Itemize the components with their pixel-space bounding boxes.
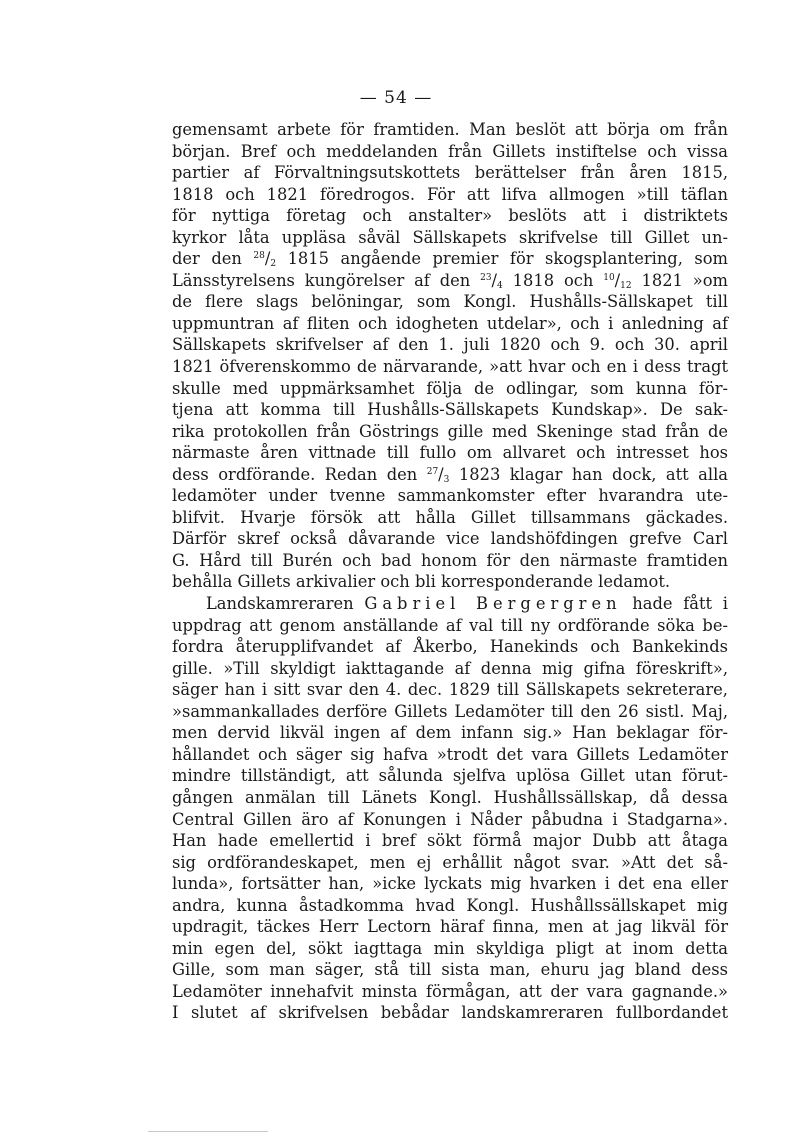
text-segment: 1815 angående premier för skogsplantering, som [276, 249, 728, 269]
text-line: lunda», fortsätter han, »icke lyckats mig hvarken i det ena eller [172, 874, 728, 894]
text-line: Gille, som man säger, stå till sista man, ehuru jag bland dess [172, 960, 728, 980]
text-segment: der den [172, 249, 254, 269]
date-fraction-month: 12 [620, 280, 632, 291]
text-line: skulle med uppmärksamhet följa de odlingar, som kunna för- [172, 378, 728, 398]
footer-rule [148, 1131, 268, 1132]
text-line: Han hade emellertid i bref sökt förmå major Dubb att åtaga [172, 831, 728, 851]
date-fraction-day: 23 [480, 272, 492, 283]
date-fraction-month: 2 [270, 259, 277, 270]
text-line: närmaste åren vittnade till fullo om allvaret och intresset hos [172, 443, 728, 463]
text-line: hållandet och säger sig hafva »trodt det vara Gillets Ledamöter [172, 744, 728, 764]
date-fraction-day: 10 [603, 272, 615, 283]
text-segment: 1823 klagar han dock, att alla [449, 464, 728, 484]
text-segment: Länsstyrelsens kungörelser af den [172, 270, 481, 290]
text-line: uppdrag att genom anställande af val till ny ordförande söka be- [172, 615, 728, 635]
text-line [172, 593, 728, 615]
page-number: — 54 — [359, 88, 433, 108]
text-line: G. Hård till Burén och bad honom för den närmaste framtiden [172, 550, 728, 570]
text-line: »sammankallades derföre Gillets Ledamöter till den 26 sistl. Maj, [172, 701, 728, 721]
text-line: 1821 öfverenskommo de närvarande, »att hvar och en i dess tragt [172, 357, 728, 377]
text-line: gille. »Till skyldigt iakttagande af denna mig gifna föreskrift», [172, 658, 728, 678]
text-line: 1818 och 1821 föredrogos. För att lifva allmogen »till täflan [172, 184, 728, 204]
text-segment: Landskamreraren [206, 594, 365, 614]
text-line: Länsstyrelsens kungörelser af den $^{23}/_4$ 1818 och $^{10}/_{12}$ 1821 »om [172, 270, 728, 291]
text-line: blifvit. Hvarje försök att hålla Gillet tillsammans gäckades. [172, 507, 728, 527]
date-fraction-day: 27 [426, 466, 439, 477]
text-line: gemensamt arbete för framtiden. Man beslöt att börja om från [172, 120, 728, 139]
text-line: mindre tillständigt, att sålunda sjelfva uplösa Gillet utan förut- [172, 766, 728, 786]
text-line: updragit, täckes Herr Lectorn häraf finna, men at jag likväl för [172, 917, 728, 937]
text-line: tjena att komma till Hushålls-Sällskapets Kundskap». De sak- [172, 400, 728, 420]
text-line: behålla Gillets arkivalier och bli korresponderande ledamot. [172, 572, 671, 592]
text-line: Ledamöter innehafvit minsta förmågan, att der vara gagnande.» [172, 981, 728, 1001]
date-fraction-day: 28 [253, 251, 265, 262]
text-line: början. Bref och meddelanden från Gillets instiftelse och vissa [172, 141, 728, 161]
text-line: andra, kunna åstadkomma hvad Kongl. Hushållssällskapet mig [172, 895, 728, 915]
text-line: Därför skref också dåvarande vice landshöfdingen grefve Carl [172, 529, 728, 549]
text-line: dess ordförande. Redan den $^{27}/_3$ 1823 klagar han dock, att alla [172, 464, 728, 485]
body-text [172, 119, 728, 1024]
text-line: I slutet af skrifvelsen bebådar landskamreraren fullbordandet [172, 1003, 728, 1023]
text-line: Central Gillen äro af Konungen i Nåder påbudna i Stadgarna». [172, 809, 728, 829]
text-line: fordra återupplifvandet af Åkerbo, Hanekinds och Bankekinds [172, 637, 728, 657]
date-fraction-month: 3 [443, 474, 450, 485]
text-line: Sällskapets skrifvelser af den 1. juli 1820 och 9. och 30. april [172, 335, 728, 355]
text-line: men dervid likväl ingen af dem infann sig.» Han beklagar för- [172, 723, 728, 743]
text-line: de flere slags belöningar, som Kongl. Hushålls-Sällskapet till [172, 292, 728, 312]
text-line: der den $^{28}/_2$ 1815 angående premier för skogsplantering, som [172, 249, 728, 270]
text-line: min egen del, sökt iagttaga min skyldiga pligt at inom detta [172, 938, 728, 958]
text-line: kyrkor låta uppläsa såväl Sällskapets skrifvelse till Gillet un- [172, 227, 728, 247]
date-fraction-month: 4 [497, 280, 503, 291]
text-segment: 1821 »om [631, 270, 728, 290]
text-line: partier af Förvaltningsutskottets berättelser från åren 1815, [172, 163, 728, 183]
text-line: rika protokollen från Göstrings gille med Skeninge stad från de [172, 421, 728, 441]
text-line: sig ordförandeskapet, men ej erhållit något svar. »Att det så- [172, 852, 728, 872]
text-line: säger han i sitt svar den 4. dec. 1829 till Sällskapets sekreterare, [172, 680, 728, 700]
text-segment: 1818 och [502, 270, 604, 290]
text-line: ledamöter under tvenne sammankomster efter hvarandra ute- [172, 486, 728, 506]
text-line: för nyttiga företag och anstalter» beslöts att i distriktets [172, 206, 728, 226]
text-segment: hade fått i [621, 594, 728, 614]
text-segment: dess ordförande. Redan den [172, 464, 427, 484]
text-line: gången anmälan till Länets Kongl. Hushållssällskap, då dessa [172, 787, 728, 807]
person-name: Gabriel Bergergren [364, 594, 622, 614]
text-line: uppmuntran af fliten och idogheten utdelar», och i anledning af [172, 313, 728, 333]
